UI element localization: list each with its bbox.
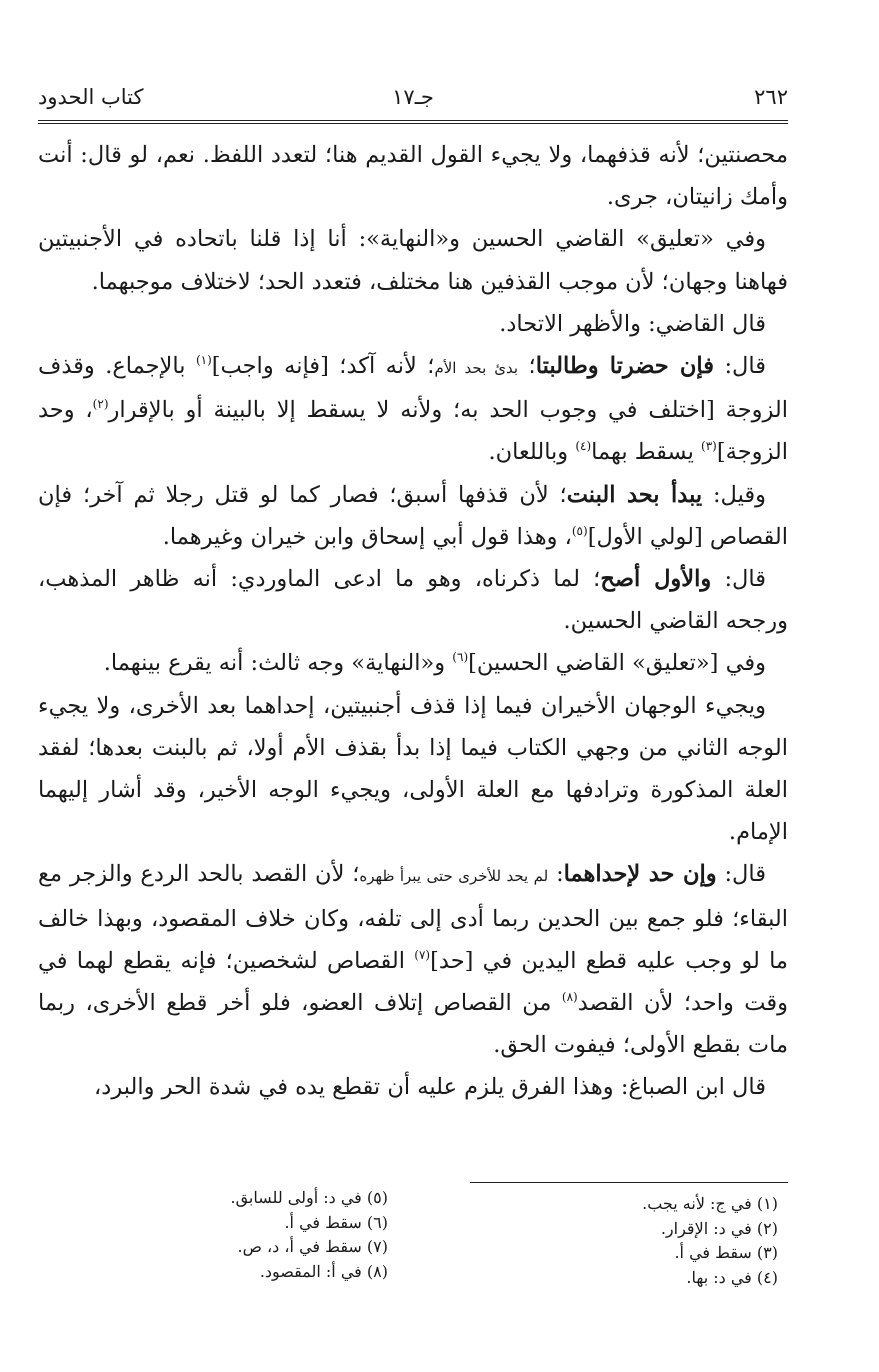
paragraph-2: وفي «تعليق» القاضي الحسين و«النهاية»: أنا إذا قلنا باتحاده في الأجنبيتين فهاهنا وجهان؛ لأن موجب القذفين هنا مختلف، فتعدد الحد؛ لاختلاف موجبهما.	[38, 226, 788, 295]
footnotes-column-right	[438, 1192, 778, 1290]
paragraph-8: ويجيء الوجهان الأخيران فيما إذا قذف أجنبيتين، إحداهما بعد الأخرى، ولا يجيء الوجه الثاني من وجهي الكتاب فيما إذا بدأ بقذف الأم أولا، ثم بالبنت بعدها؛ لفقد العلة المذكورة وترادفها مع العلة الأولى، ويجيء الوجه الأخير، وقد أشار إليهما الإمام.	[38, 692, 788, 846]
footnote-rule	[470, 1182, 788, 1183]
footnote-6: (٦) سقط في أ.	[284, 1212, 388, 1232]
paragraph-3: قال القاضي: والأظهر الاتحاد.	[499, 310, 766, 337]
text-run: ؛ لما ذكرناه، وهو ما ادعى الماوردي: أنه ظاهر المذهب، ورجحه القاضي الحسين.	[38, 566, 788, 635]
footnote-ref: (٣)	[701, 439, 717, 454]
text-run: وباللعان.	[488, 439, 576, 466]
text-run: و«النهاية» وجه ثالث: أنه يقرع بينهما.	[103, 650, 453, 677]
footnote-1: (١) في ج: لأنه يجب.	[642, 1194, 778, 1213]
paragraph-4	[38, 345, 788, 474]
text-run: وفي [«تعليق» القاضي الحسين]	[468, 650, 766, 677]
footnote-2: (٢) في د: الإقرار.	[660, 1218, 778, 1238]
footnote-3: (٣) سقط في أ.	[674, 1243, 778, 1262]
footnote-ref: (٢)	[92, 397, 109, 412]
matn-text: يبدأ بحد البنت	[566, 481, 703, 508]
volume-number: جـ١٧	[392, 85, 434, 109]
footnote-ref: (١)	[195, 353, 212, 368]
text-run: قال:	[714, 353, 766, 380]
book-page	[38, 80, 788, 1287]
text-run: القصاص لشخصين؛ فإنه يقطع لهما في وقت واحد؛ لأن القصد	[38, 947, 788, 1017]
matn-text-small: لم يحد للأخرى حتى يبرأ ظهره	[359, 867, 549, 886]
matn-text-small: بدئ بحد الأم	[434, 359, 519, 378]
text-run: بالإجماع. وقذف الزوجة [اختلف في وجوب الحد به؛ ولأنه لا يسقط إلا بالبينة أو بالإقرار	[38, 353, 788, 424]
paragraph-6	[38, 558, 788, 642]
text-run: ؛ لأنه آكد؛ [فإنه واجب]	[211, 353, 435, 380]
text-run: ، وهذا قول أبي إسحاق وابن خيران وغيرهما.	[162, 523, 572, 550]
text-run: ؛	[518, 353, 536, 380]
footnotes-column-left	[48, 1186, 388, 1284]
page-number: ٢٦٢	[754, 85, 788, 109]
text-run: ؛ لأن القصد بالحد الردع والزجر مع البقاء؛ فلو جمع بين الحدين ربما أدى إلى تلفه، وكان خلاف المقصود، وبهذا خالف ما لو وجب عليه قطع اليدين في [حد]	[38, 861, 788, 974]
footnote-5: (٥) في د: أولى للسابق.	[230, 1188, 388, 1207]
footnote-ref: (٥)	[571, 523, 588, 538]
text-run: قال:	[711, 566, 766, 593]
footnote-ref: (٧)	[414, 947, 431, 962]
book-title: كتاب الحدود	[38, 85, 144, 109]
text-run: وقيل:	[702, 481, 766, 508]
main-text	[38, 134, 788, 1109]
paragraph-9	[38, 853, 788, 1066]
text-run: يسقط بهما	[591, 439, 702, 466]
footnote-7: (٧) سقط في أ، د، ص.	[237, 1237, 388, 1256]
header-rule-thin	[38, 123, 788, 124]
footnote-ref: (٤)	[575, 439, 592, 454]
text-run: ، وحد الزوجة]	[38, 397, 788, 466]
matn-text: فإن حضرتا وطالبتا	[535, 353, 714, 380]
text-run: من القصاص إتلاف العضو، فلو أخر قطع الأخرى، ربما مات بقطع الأولى؛ فيفوت الحق.	[38, 990, 788, 1059]
paragraph-1: محصنتين؛ لأنه قذفهما، ولا يجيء القول القديم هنا؛ لتعدد اللفظ. نعم، لو قال: أنت وأمك زانيتان، جرى.	[38, 142, 788, 211]
text-run: :	[548, 861, 564, 888]
paragraph-7	[38, 642, 788, 684]
footnote-ref: (٦)	[452, 650, 469, 665]
paragraph-10: قال ابن الصباغ: وهذا الفرق يلزم عليه أن تقطع يده في شدة الحر والبرد،	[94, 1074, 766, 1101]
paragraph-5	[38, 474, 788, 558]
header-rule	[38, 120, 788, 121]
matn-text: والأول أصح	[600, 566, 712, 593]
footnote-ref: (٨)	[561, 990, 578, 1005]
running-header	[38, 80, 788, 114]
matn-text: وإن حد لإحداهما	[563, 861, 717, 888]
text-run: قال:	[716, 861, 767, 888]
footnote-4: (٤) في د: بها.	[686, 1267, 778, 1287]
text-run: ؛ لأن قذفها أسبق؛ فصار كما لو قتل رجلا ثم آخر؛ فإن القصاص [لولي الأول]	[38, 481, 788, 550]
footnote-8: (٨) في أ: المقصود.	[259, 1261, 388, 1281]
